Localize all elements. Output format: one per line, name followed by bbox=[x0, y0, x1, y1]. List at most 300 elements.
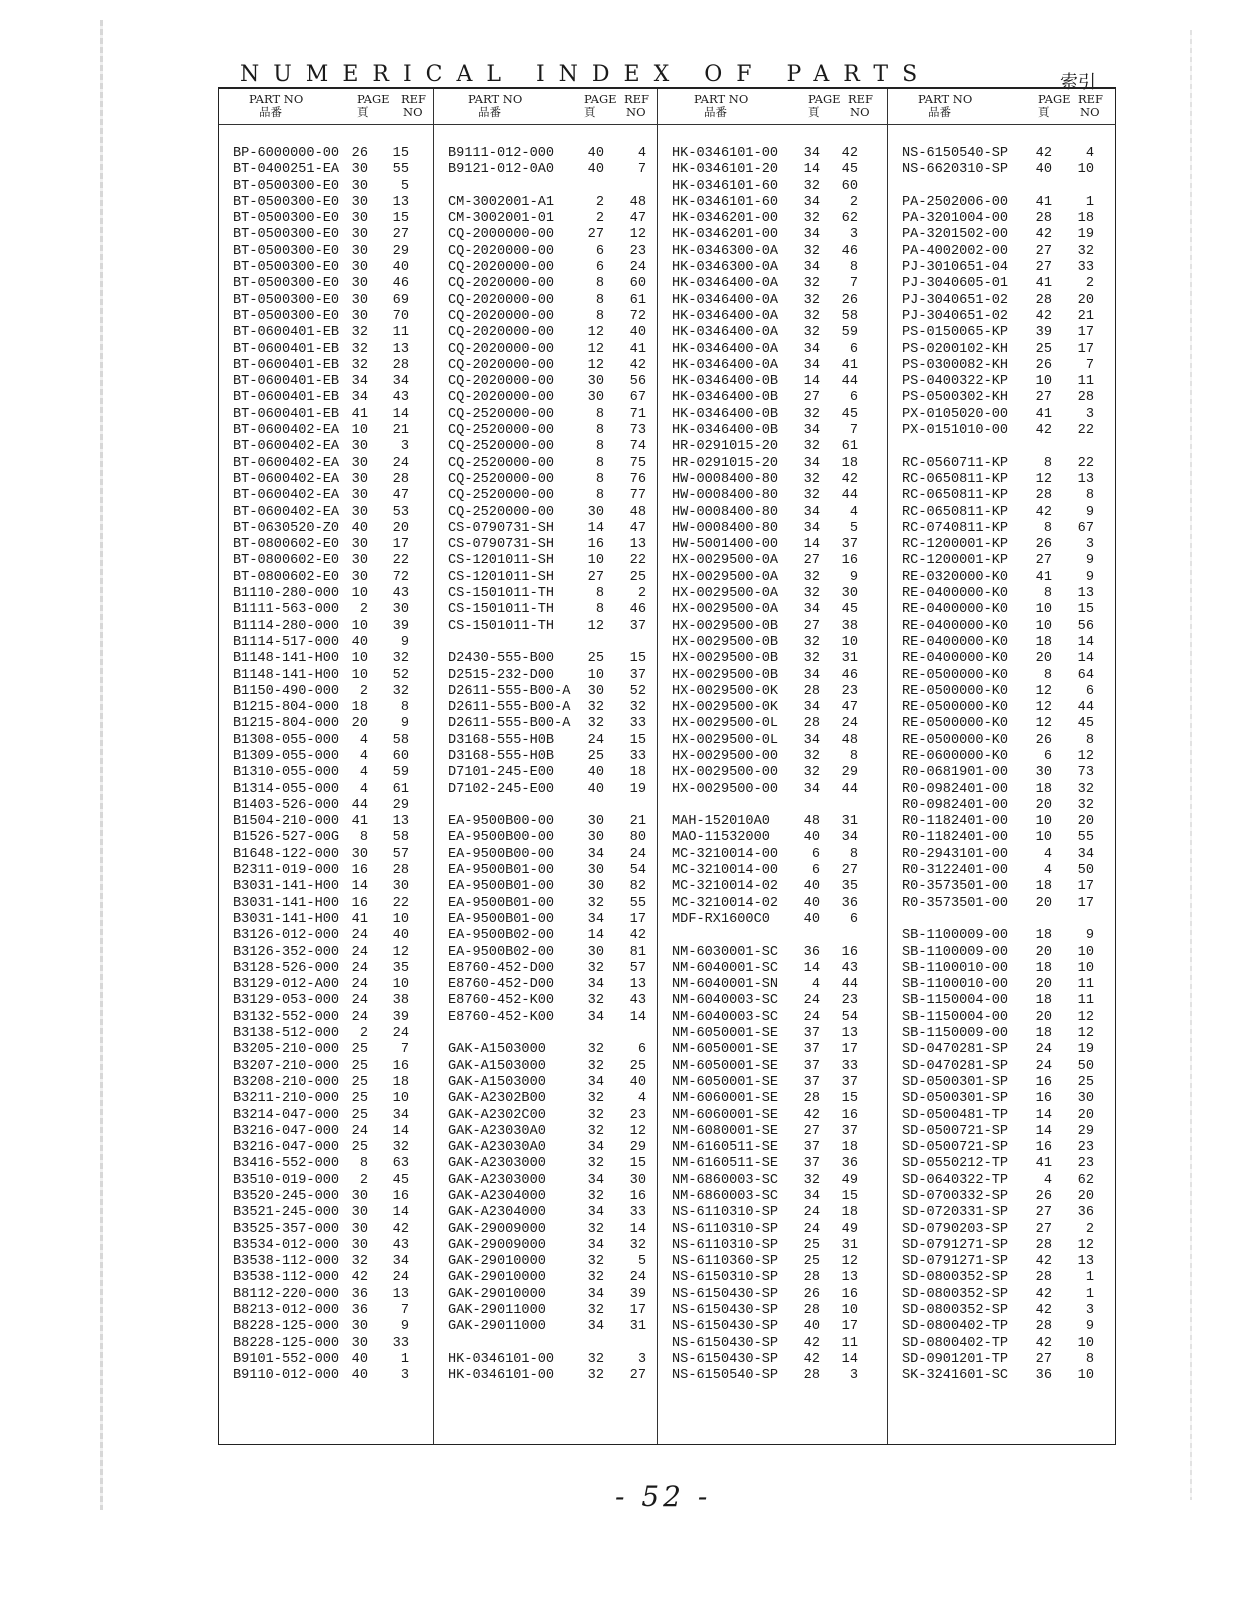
page-ref: 32 bbox=[803, 292, 820, 308]
page-ref: 32 bbox=[587, 1123, 604, 1139]
page-ref: 4 bbox=[1043, 846, 1052, 862]
ref-number: 15 bbox=[392, 211, 409, 227]
ref-number: 16 bbox=[841, 944, 858, 960]
part-number: PA-4002002-00 bbox=[902, 243, 1009, 259]
part-number: NS-6150430-SP bbox=[672, 1351, 779, 1367]
ref-number: 47 bbox=[841, 700, 858, 716]
part-number: B8213-012-000 bbox=[233, 1303, 340, 1319]
part-number: D2611-555-B00-A bbox=[448, 683, 571, 699]
ref-number: 29 bbox=[629, 1140, 646, 1156]
part-number: HW-0008400-80 bbox=[672, 488, 779, 504]
part-number: HK-0346300-0A bbox=[672, 260, 779, 276]
ref-number: 59 bbox=[841, 325, 858, 341]
page-ref: 27 bbox=[587, 227, 604, 243]
page-ref: 2 bbox=[359, 683, 368, 699]
ref-number: 38 bbox=[841, 618, 858, 634]
index-row bbox=[219, 782, 433, 798]
page-ref: 10 bbox=[351, 423, 368, 439]
page-ref: 39 bbox=[1035, 325, 1052, 341]
ref-number: 2 bbox=[849, 194, 858, 210]
index-row bbox=[434, 162, 658, 178]
ref-number: 34 bbox=[841, 830, 858, 846]
ref-number: 12 bbox=[629, 1123, 646, 1139]
part-number: B1148-141-H00 bbox=[233, 651, 340, 667]
part-number: BT-0800602-E0 bbox=[233, 569, 340, 585]
index-row bbox=[658, 1173, 888, 1189]
index-row bbox=[434, 293, 658, 309]
index-row bbox=[219, 700, 433, 716]
part-number: HX-0029500-0A bbox=[672, 553, 779, 569]
part-number: MC-3210014-00 bbox=[672, 846, 779, 862]
index-row bbox=[434, 1254, 658, 1270]
ref-number: 21 bbox=[1077, 308, 1094, 324]
page-ref: 25 bbox=[1035, 341, 1052, 357]
index-row bbox=[888, 602, 1116, 618]
ref-number: 44 bbox=[841, 374, 858, 390]
ref-number: 14 bbox=[392, 1123, 409, 1139]
part-number: SD-0800352-SP bbox=[902, 1303, 1009, 1319]
index-row bbox=[888, 260, 1116, 276]
index-row bbox=[658, 1026, 888, 1042]
page-ref: 30 bbox=[1035, 765, 1052, 781]
ref-number: 10 bbox=[1077, 1335, 1094, 1351]
header-page-jp: 頁 bbox=[584, 105, 596, 119]
index-row bbox=[219, 293, 433, 309]
part-number: SD-0800352-SP bbox=[902, 1286, 1009, 1302]
ref-number: 6 bbox=[1085, 683, 1094, 699]
page-ref: 30 bbox=[587, 830, 604, 846]
index-row bbox=[219, 619, 433, 635]
part-number: HK-0346101-00 bbox=[672, 146, 779, 161]
ref-number: 43 bbox=[629, 993, 646, 1009]
page-ref: 30 bbox=[351, 227, 368, 243]
ref-number: 3 bbox=[637, 1351, 646, 1367]
part-number: SD-0470281-SP bbox=[902, 1058, 1009, 1074]
part-number: HX-0029500-00 bbox=[672, 765, 779, 781]
ref-number: 32 bbox=[629, 1237, 646, 1253]
part-number: BT-0800602-E0 bbox=[233, 553, 340, 569]
part-number: NM-6060001-SE bbox=[672, 1107, 779, 1123]
index-row bbox=[658, 830, 888, 846]
page-ref: 34 bbox=[587, 1009, 604, 1025]
part-number: BT-0500300-E0 bbox=[233, 243, 340, 259]
ref-number: 18 bbox=[392, 1074, 409, 1090]
page-ref: 24 bbox=[351, 1009, 368, 1025]
header-part-no: PART NO bbox=[249, 92, 304, 106]
page-ref: 28 bbox=[803, 1303, 820, 1319]
page-ref: 42 bbox=[1035, 504, 1052, 520]
index-row bbox=[888, 1205, 1116, 1221]
index-row bbox=[219, 439, 433, 455]
ref-number: 9 bbox=[400, 634, 409, 650]
ref-number: 20 bbox=[392, 520, 409, 536]
page-ref: 8 bbox=[595, 308, 604, 324]
part-number: GAK-29010000 bbox=[448, 1254, 546, 1270]
part-number: PA-3201004-00 bbox=[902, 211, 1009, 227]
page-ref: 36 bbox=[1035, 1368, 1052, 1384]
part-number: BT-0400251-EA bbox=[233, 162, 340, 178]
index-row bbox=[888, 521, 1116, 537]
page-ref: 32 bbox=[587, 1189, 604, 1204]
index-row bbox=[888, 1156, 1116, 1172]
index-row bbox=[219, 1075, 433, 1091]
ref-number: 16 bbox=[841, 1107, 858, 1123]
ref-number: 63 bbox=[392, 1156, 409, 1172]
index-row bbox=[434, 733, 658, 749]
ref-number: 2 bbox=[1085, 1221, 1094, 1237]
index-row bbox=[219, 488, 433, 504]
index-rows bbox=[219, 146, 433, 1385]
ref-number: 69 bbox=[392, 292, 409, 308]
index-row bbox=[658, 570, 888, 586]
part-number: RE-0500000-K0 bbox=[902, 667, 1009, 683]
part-number: BT-0600401-EB bbox=[233, 390, 340, 406]
page-ref: 6 bbox=[811, 863, 820, 879]
ref-number: 13 bbox=[392, 341, 409, 357]
page-ref: 6 bbox=[1043, 748, 1052, 764]
part-number: HR-0291015-20 bbox=[672, 455, 779, 471]
page-ref: 32 bbox=[803, 471, 820, 487]
index-row bbox=[434, 847, 658, 863]
index-row bbox=[434, 684, 658, 700]
part-number: BT-0500300-E0 bbox=[233, 260, 340, 276]
ref-number: 44 bbox=[841, 781, 858, 797]
page-ref: 28 bbox=[1035, 292, 1052, 308]
page-ref: 34 bbox=[803, 260, 820, 276]
part-number: GAK-A1503000 bbox=[448, 1058, 546, 1074]
ref-number: 32 bbox=[392, 651, 409, 667]
index-row bbox=[219, 912, 433, 928]
page-ref: 40 bbox=[351, 1351, 368, 1367]
page-ref: 34 bbox=[803, 1189, 820, 1204]
ref-number: 35 bbox=[392, 960, 409, 976]
ref-number: 67 bbox=[629, 390, 646, 406]
page-ref: 30 bbox=[351, 553, 368, 569]
index-row bbox=[219, 733, 433, 749]
ref-number: 43 bbox=[392, 586, 409, 602]
page-ref: 8 bbox=[1043, 667, 1052, 683]
page-ref: 27 bbox=[1035, 1351, 1052, 1367]
index-row bbox=[888, 798, 1116, 814]
ref-number: 49 bbox=[841, 1221, 858, 1237]
part-number: CQ-2520000-00 bbox=[448, 423, 555, 439]
index-row bbox=[658, 1368, 888, 1384]
page-ref: 30 bbox=[351, 846, 368, 862]
part-number: D7101-245-E00 bbox=[448, 765, 555, 781]
part-number: GAK-29010000 bbox=[448, 1286, 546, 1302]
page-ref: 41 bbox=[1035, 276, 1052, 292]
ref-number: 2 bbox=[637, 586, 646, 602]
part-number: NM-6030001-SC bbox=[672, 944, 779, 960]
ref-number: 32 bbox=[1077, 243, 1094, 259]
page-ref: 32 bbox=[803, 406, 820, 422]
page-ref: 18 bbox=[1035, 993, 1052, 1009]
part-number: BT-0600401-EB bbox=[233, 357, 340, 373]
index-row bbox=[219, 814, 433, 830]
page-ref: 16 bbox=[351, 895, 368, 911]
page-ref: 32 bbox=[587, 1270, 604, 1286]
index-row bbox=[219, 586, 433, 602]
page-ref: 10 bbox=[1035, 618, 1052, 634]
index-row bbox=[658, 195, 888, 211]
page-ref: 40 bbox=[587, 781, 604, 797]
ref-number: 47 bbox=[392, 488, 409, 504]
page-ref: 10 bbox=[1035, 374, 1052, 390]
index-row bbox=[434, 602, 658, 618]
part-number: CS-1501011-TH bbox=[448, 602, 555, 618]
part-number: B1308-055-000 bbox=[233, 732, 340, 748]
page-ref: 40 bbox=[803, 895, 820, 911]
part-number: GAK-A2304000 bbox=[448, 1205, 546, 1221]
index-row bbox=[434, 912, 658, 928]
page-ref: 4 bbox=[359, 765, 368, 781]
index-row bbox=[658, 244, 888, 260]
ref-number: 8 bbox=[849, 260, 858, 276]
index-row bbox=[658, 309, 888, 325]
index-row bbox=[888, 814, 1116, 830]
part-number: NS-6150430-SP bbox=[672, 1335, 779, 1351]
ref-number: 60 bbox=[841, 178, 858, 194]
part-number: CQ-2520000-00 bbox=[448, 504, 555, 520]
index-row bbox=[658, 1124, 888, 1140]
page-ref: 24 bbox=[803, 1009, 820, 1025]
ref-number: 30 bbox=[629, 1172, 646, 1188]
page-ref: 30 bbox=[351, 504, 368, 520]
ref-number: 82 bbox=[629, 879, 646, 895]
page-ref: 27 bbox=[803, 390, 820, 406]
index-column-4 bbox=[887, 89, 1116, 1444]
page-ref: 40 bbox=[587, 765, 604, 781]
index-row bbox=[219, 407, 433, 423]
index-row bbox=[888, 961, 1116, 977]
page-ref: 8 bbox=[595, 488, 604, 504]
page-ref: 34 bbox=[587, 1140, 604, 1156]
part-number: NS-6150310-SP bbox=[672, 1270, 779, 1286]
index-column-3 bbox=[657, 89, 888, 1444]
index-row bbox=[658, 765, 888, 781]
ref-number: 37 bbox=[629, 618, 646, 634]
page-ref: 40 bbox=[351, 520, 368, 536]
page-ref: 6 bbox=[811, 846, 820, 862]
part-number: RE-0500000-K0 bbox=[902, 683, 1009, 699]
page-ref: 32 bbox=[587, 1303, 604, 1319]
part-number: HK-0346101-00 bbox=[448, 1368, 555, 1384]
page-ref: 30 bbox=[351, 439, 368, 455]
ref-number: 42 bbox=[629, 928, 646, 944]
ref-number: 15 bbox=[629, 651, 646, 667]
part-number: NS-6620310-SP bbox=[902, 162, 1009, 178]
page-ref: 32 bbox=[803, 765, 820, 781]
part-number: BT-0600401-EB bbox=[233, 325, 340, 341]
index-row bbox=[658, 993, 888, 1009]
part-number: BT-0600401-EB bbox=[233, 374, 340, 390]
index-row bbox=[658, 374, 888, 390]
ref-number: 3 bbox=[1085, 537, 1094, 553]
ref-number: 6 bbox=[849, 341, 858, 357]
part-number: NS-6110310-SP bbox=[672, 1221, 779, 1237]
index-row bbox=[434, 358, 658, 374]
ref-number: 50 bbox=[1077, 863, 1094, 879]
index-row bbox=[219, 456, 433, 472]
ref-number: 7 bbox=[1085, 357, 1094, 373]
part-number: CQ-2020000-00 bbox=[448, 292, 555, 308]
index-row bbox=[434, 814, 658, 830]
page-ref: 8 bbox=[1043, 586, 1052, 602]
page-ref: 24 bbox=[351, 944, 368, 960]
page-ref: 24 bbox=[1035, 1042, 1052, 1058]
part-number: NM-6040003-SC bbox=[672, 1009, 779, 1025]
page-ref: 40 bbox=[803, 1319, 820, 1335]
part-number: R0-1182401-00 bbox=[902, 830, 1009, 846]
ref-number: 25 bbox=[629, 569, 646, 585]
index-row bbox=[888, 700, 1116, 716]
page-number: - 52 - bbox=[615, 1480, 712, 1513]
ref-number: 72 bbox=[629, 308, 646, 324]
ref-number: 23 bbox=[841, 993, 858, 1009]
index-row bbox=[219, 146, 433, 162]
index-row bbox=[658, 537, 888, 553]
ref-number: 13 bbox=[392, 194, 409, 210]
ref-number: 47 bbox=[629, 520, 646, 536]
part-number: B1215-804-000 bbox=[233, 716, 340, 732]
page-ref: 32 bbox=[587, 716, 604, 732]
index-row bbox=[658, 977, 888, 993]
page-ref: 18 bbox=[351, 700, 368, 716]
page-ref: 34 bbox=[587, 1319, 604, 1335]
page-ref: 40 bbox=[803, 879, 820, 895]
ref-number: 2 bbox=[1085, 276, 1094, 292]
page-ref: 34 bbox=[803, 341, 820, 357]
index-rows bbox=[658, 146, 888, 1385]
ref-number: 45 bbox=[392, 1172, 409, 1188]
part-number: NS-6110310-SP bbox=[672, 1205, 779, 1221]
index-row bbox=[219, 521, 433, 537]
index-row bbox=[658, 814, 888, 830]
header-part-no: PART NO bbox=[468, 92, 523, 106]
ref-number: 27 bbox=[841, 863, 858, 879]
part-number: CS-0790731-SH bbox=[448, 520, 555, 536]
part-number: BT-0600401-EB bbox=[233, 341, 340, 357]
index-row bbox=[219, 1319, 433, 1335]
ref-number: 13 bbox=[841, 1270, 858, 1286]
page-ref: 14 bbox=[587, 520, 604, 536]
ref-number: 13 bbox=[392, 1286, 409, 1302]
ref-number: 31 bbox=[841, 814, 858, 830]
part-number: R0-3573501-00 bbox=[902, 879, 1009, 895]
part-number: HW-0008400-80 bbox=[672, 504, 779, 520]
part-number: NM-6080001-SE bbox=[672, 1123, 779, 1139]
page-ref: 41 bbox=[1035, 569, 1052, 585]
index-row bbox=[888, 651, 1116, 667]
page-ref: 12 bbox=[587, 325, 604, 341]
part-number: BT-0600402-EA bbox=[233, 455, 340, 471]
index-row bbox=[434, 993, 658, 1009]
page-ref: 18 bbox=[1035, 928, 1052, 944]
index-column-1 bbox=[219, 89, 433, 1444]
part-number: SB-1100010-00 bbox=[902, 977, 1009, 993]
ref-number: 59 bbox=[392, 765, 409, 781]
ref-number: 40 bbox=[629, 1074, 646, 1090]
index-row bbox=[658, 211, 888, 227]
ref-number: 3 bbox=[1085, 406, 1094, 422]
page-ref: 27 bbox=[803, 618, 820, 634]
ref-number: 54 bbox=[841, 1009, 858, 1025]
index-row bbox=[888, 928, 1116, 944]
index-row bbox=[219, 684, 433, 700]
ref-number: 4 bbox=[1085, 146, 1094, 161]
index-row bbox=[888, 1336, 1116, 1352]
page-ref: 28 bbox=[1035, 1319, 1052, 1335]
ref-number: 10 bbox=[392, 1091, 409, 1107]
part-number: HK-0346400-0A bbox=[672, 325, 779, 341]
index-row bbox=[888, 1270, 1116, 1286]
part-number: PS-0150065-KP bbox=[902, 325, 1009, 341]
part-number: NM-6860003-SC bbox=[672, 1172, 779, 1188]
page-ref: 30 bbox=[351, 455, 368, 471]
page-ref: 32 bbox=[587, 1156, 604, 1172]
part-number: R0-0681901-00 bbox=[902, 765, 1009, 781]
part-number: B8228-125-000 bbox=[233, 1319, 340, 1335]
index-row bbox=[888, 553, 1116, 569]
part-number: NM-6040003-SC bbox=[672, 993, 779, 1009]
header-part-no: PART NO bbox=[694, 92, 749, 106]
index-row bbox=[434, 1287, 658, 1303]
page-ref: 30 bbox=[351, 537, 368, 553]
index-row bbox=[434, 374, 658, 390]
index-row bbox=[434, 798, 658, 814]
ref-number: 4 bbox=[637, 1091, 646, 1107]
index-row bbox=[219, 309, 433, 325]
index-row bbox=[219, 945, 433, 961]
ref-number: 24 bbox=[841, 716, 858, 732]
part-number: CS-1501011-TH bbox=[448, 618, 555, 634]
header-page-jp: 頁 bbox=[808, 105, 820, 119]
page-ref: 4 bbox=[811, 977, 820, 993]
index-row bbox=[658, 407, 888, 423]
page-ref: 20 bbox=[1035, 944, 1052, 960]
index-row bbox=[658, 798, 888, 814]
ref-number: 10 bbox=[1077, 944, 1094, 960]
index-row bbox=[888, 765, 1116, 781]
ref-number: 9 bbox=[1085, 1319, 1094, 1335]
index-row bbox=[658, 472, 888, 488]
index-row bbox=[219, 1059, 433, 1075]
part-number: HX-0029500-00 bbox=[672, 781, 779, 797]
ref-number: 42 bbox=[841, 146, 858, 161]
ref-number: 14 bbox=[392, 406, 409, 422]
index-row bbox=[658, 1091, 888, 1107]
index-row bbox=[219, 879, 433, 895]
ref-number: 35 bbox=[841, 879, 858, 895]
ref-number: 77 bbox=[629, 488, 646, 504]
ref-number: 24 bbox=[629, 260, 646, 276]
ref-number: 13 bbox=[392, 814, 409, 830]
page-ref: 8 bbox=[595, 471, 604, 487]
ref-number: 12 bbox=[1077, 1009, 1094, 1025]
part-number: SD-0720331-SP bbox=[902, 1205, 1009, 1221]
page-ref: 30 bbox=[587, 863, 604, 879]
index-row bbox=[434, 570, 658, 586]
ref-number: 9 bbox=[400, 716, 409, 732]
page-ref: 10 bbox=[351, 586, 368, 602]
page-ref: 20 bbox=[1035, 651, 1052, 667]
index-row bbox=[434, 1173, 658, 1189]
index-row bbox=[888, 716, 1116, 732]
page-title: NUMERICAL INDEX OF PARTS bbox=[240, 62, 932, 87]
page-ref: 25 bbox=[351, 1091, 368, 1107]
index-row bbox=[658, 928, 888, 944]
header-divider bbox=[888, 124, 1116, 125]
